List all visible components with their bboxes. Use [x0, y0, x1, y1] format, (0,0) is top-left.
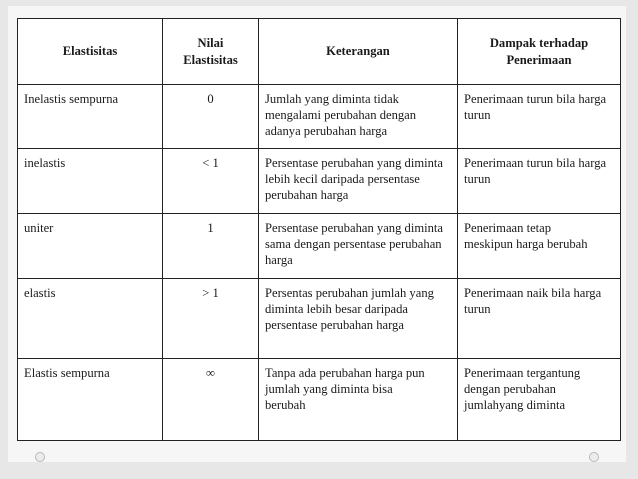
cell-dampak: Penerimaan tetap meskipun harga berubah — [458, 214, 621, 279]
cell-elastisitas: uniter — [18, 214, 163, 279]
cell-dampak: Penerimaan tergantung dengan perubahan jumlahyang diminta — [458, 359, 621, 441]
table-header-row — [18, 19, 621, 85]
cell-dampak: Penerimaan turun bila harga turun — [458, 149, 621, 214]
table-row — [18, 214, 621, 279]
cell-nilai: < 1 — [163, 149, 259, 214]
cell-elastisitas: Inelastis sempurna — [18, 85, 163, 149]
table-row — [18, 359, 621, 441]
table-row — [18, 149, 621, 214]
cell-keterangan: Persentase perubahan yang diminta sama dengan persentase perubahan harga — [259, 214, 458, 279]
slide-bullet-left — [35, 452, 45, 462]
cell-elastisitas: inelastis — [18, 149, 163, 214]
cell-dampak: Penerimaan turun bila harga turun — [458, 85, 621, 149]
header-keterangan: Keterangan — [259, 19, 458, 85]
cell-nilai: > 1 — [163, 279, 259, 359]
header-nilai-elastisitas: Nilai Elastisitas — [163, 19, 259, 85]
cell-keterangan: Persentas perubahan jumlah yang diminta lebih besar daripada persentase perubahan harga — [259, 279, 458, 359]
table-row — [18, 85, 621, 149]
header-elastisitas: Elastisitas — [18, 19, 163, 85]
cell-keterangan: Tanpa ada perubahan harga pun jumlah yang diminta bisa berubah — [259, 359, 458, 441]
header-dampak: Dampak terhadap Penerimaan — [458, 19, 621, 85]
cell-nilai: ∞ — [163, 359, 259, 441]
table-row — [18, 279, 621, 359]
slide-bullet-right — [589, 452, 599, 462]
cell-nilai: 0 — [163, 85, 259, 149]
cell-dampak: Penerimaan naik bila harga turun — [458, 279, 621, 359]
cell-elastisitas: Elastis sempurna — [18, 359, 163, 441]
cell-keterangan: Jumlah yang diminta tidak mengalami perubahan dengan adanya perubahan harga — [259, 85, 458, 149]
elasticity-table — [17, 18, 621, 441]
cell-keterangan: Persentase perubahan yang diminta lebih kecil daripada persentase perubahan harga — [259, 149, 458, 214]
cell-elastisitas: elastis — [18, 279, 163, 359]
cell-nilai: 1 — [163, 214, 259, 279]
